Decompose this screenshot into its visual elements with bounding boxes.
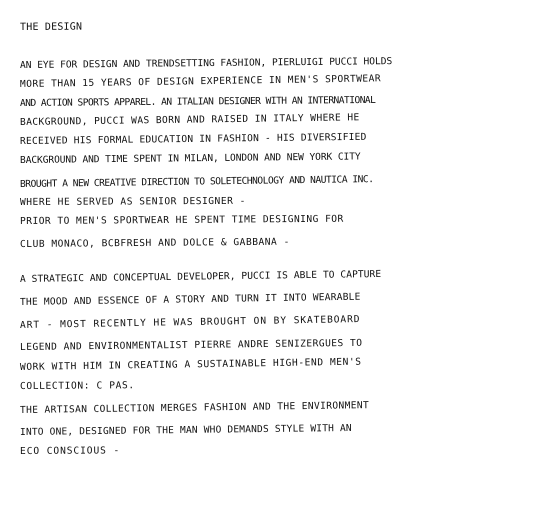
- paragraph-line: WHERE HE SERVED AS SENIOR DESIGNER -: [19, 195, 246, 208]
- paragraph-line: COLLECTION: C PAS.: [19, 380, 135, 392]
- paragraph-line: A STRATEGIC AND CONCEPTUAL DEVELOPER, PUCCI IS ABLE TO CAPTURE: [19, 268, 382, 285]
- paragraph-line: RECEIVED HIS FORMAL EDUCATION IN FASHION - HIS DIVERSIFIED: [19, 131, 367, 147]
- paragraph-line: LEGEND AND ENVIRONMENTALIST PIERRE ANDRE SENIZERGUES TO: [19, 337, 363, 353]
- paragraph-line: ART - MOST RECENTLY HE WAS BROUGHT ON BY SKATEBOARD: [19, 314, 361, 331]
- paragraph-line: CLUB MONACO, BCBFRESH AND DOLCE & GABBANA -: [19, 236, 290, 250]
- paragraph-line: AND ACTION SPORTS APPAREL. AN ITALIAN DESIGNER WITH AN INTERNATIONAL: [19, 94, 376, 109]
- paragraph-line: INTO ONE, DESIGNED FOR THE MAN WHO DEMANDS STYLE WITH AN: [19, 422, 352, 438]
- paragraph-line: AN EYE FOR DESIGN AND TRENDSETTING FASHION, PIERLUIGI PUCCI HOLDS: [19, 56, 393, 71]
- page-heading: THE DESIGN: [19, 21, 83, 33]
- paragraph-line: WORK WITH HIM IN CREATING A SUSTAINABLE HIGH-END MEN'S: [19, 356, 362, 373]
- paragraph-line: ECO CONSCIOUS -: [19, 445, 121, 457]
- paragraph-line: MORE THAN 15 YEARS OF DESIGN EXPERIENCE IN MEN'S SPORTWEAR: [19, 73, 382, 90]
- paragraph-line: BACKGROUND, PUCCI WAS BORN AND RAISED IN ITALY WHERE HE: [19, 112, 360, 128]
- paragraph-line: THE MOOD AND ESSENCE OF A STORY AND TURN IT INTO WEARABLE: [19, 291, 361, 308]
- paragraph-line: PRIOR TO MEN'S SPORTWEAR HE SPENT TIME DESIGNING FOR: [19, 213, 344, 227]
- paragraph-line: BROUGHT A NEW CREATIVE DIRECTION TO SOLETECHNOLOGY AND NAUTICA INC.: [19, 174, 374, 190]
- paragraph-line: THE ARTISAN COLLECTION MERGES FASHION AND THE ENVIRONMENT: [19, 400, 370, 416]
- paragraph-line: BACKGROUND AND TIME SPENT IN MILAN, LONDON AND NEW YORK CITY: [19, 151, 361, 166]
